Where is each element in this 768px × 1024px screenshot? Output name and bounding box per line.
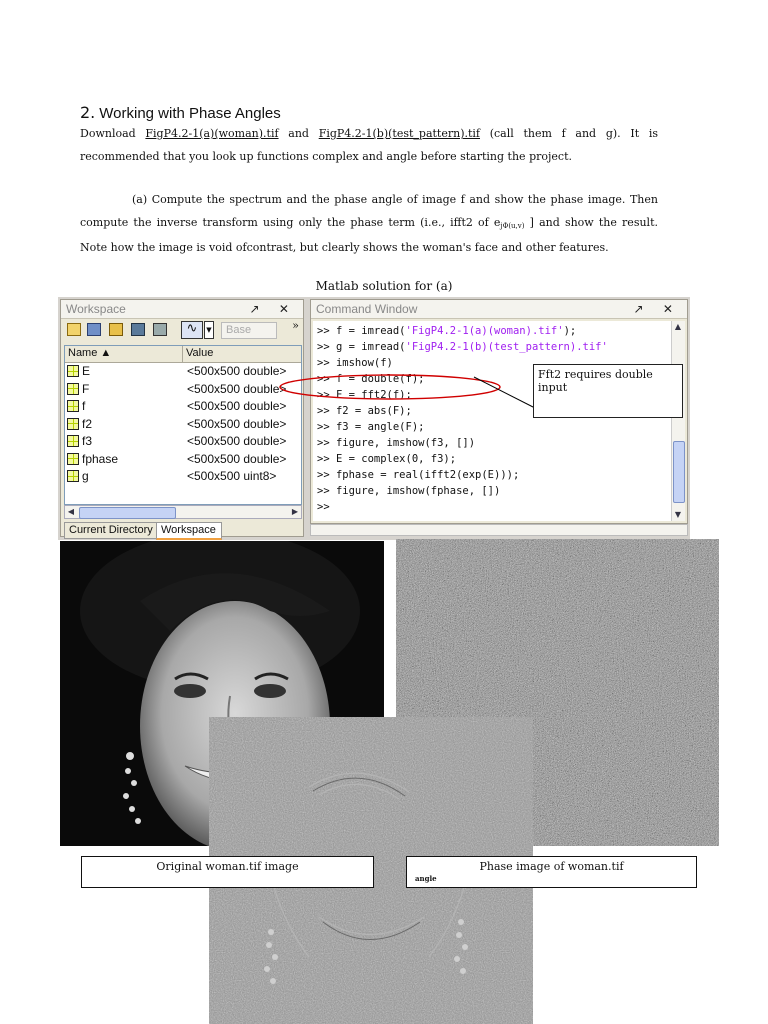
command-line: >> f = imread('FigP4.2-1(a)(woman).tif');	[317, 325, 577, 337]
caption-phase-small: angle	[415, 874, 437, 883]
column-value-header[interactable]: Value	[186, 347, 214, 359]
scroll-up-icon[interactable]: ▲	[674, 322, 682, 331]
table-row[interactable]: g <500x500 uint8>	[65, 468, 301, 486]
workspace-variable-table	[64, 345, 302, 505]
toolbar-more-button[interactable]: »	[292, 319, 299, 332]
print-icon[interactable]	[153, 323, 167, 336]
table-row[interactable]: E <500x500 double>	[65, 363, 301, 381]
scroll-down-icon[interactable]: ▼	[674, 510, 682, 519]
import-data-icon[interactable]	[109, 323, 123, 336]
command-horizontal-scrollbar[interactable]	[310, 524, 688, 536]
paragraph-download: Download FigP4.2-1(a)(woman).tif and FigP4.2-1(b)(test_pattern).tif (call them f and g). It is recommended that you look up functions complex and angle before starting the project.	[80, 127, 659, 163]
scrollbar-thumb[interactable]	[79, 507, 176, 519]
command-window-buttons[interactable]: ↗ ✕	[633, 302, 681, 316]
scroll-right-icon[interactable]: ▶	[291, 507, 299, 516]
heading-text: Working with Phase Angles	[99, 105, 281, 122]
workspace-title: Workspace	[66, 302, 126, 316]
workspace-title-bar	[61, 300, 303, 319]
command-line: >> E = complex(0, f3);	[317, 453, 457, 465]
command-line: >> imshow(f)	[317, 357, 393, 369]
plot-selection-icon[interactable]: ∿	[181, 321, 203, 339]
matrix-icon	[67, 435, 79, 447]
callout-note: Fft2 requires double input	[533, 364, 683, 418]
matrix-icon	[67, 365, 79, 377]
scroll-left-icon[interactable]: ◀	[67, 507, 75, 516]
command-line: >> g = imread('FigP4.2-1(b)(test_pattern).tif'	[317, 341, 608, 353]
command-line: >> F = fft2(f);	[317, 389, 412, 401]
workspace-toolbar	[61, 319, 303, 341]
paragraph-part-a: (a) Compute the spectrum and the phase angle of image f and show the phase image. Then compute the inverse transform using only the phase term (i.e., ifft2 of $e_{j\Phi(u,v)}$ ] and show the result. Note how the image is void ofcontrast, but clearly shows the woman's face and other features.	[80, 193, 658, 254]
command-window-title: Command Window	[316, 302, 418, 316]
matlab-screenshot	[58, 297, 690, 540]
solution-caption: Matlab solution for (a)	[315, 279, 453, 293]
caption-phase: Phase image of woman.tif angle	[406, 856, 697, 888]
matrix-icon	[67, 418, 79, 430]
command-line: >> figure, imshow(fphase, [])	[317, 485, 501, 497]
link-file-a[interactable]: FigP4.2-1(a)(woman).tif	[145, 127, 279, 140]
tab-current-directory[interactable]: Current Directory	[64, 522, 160, 539]
heading-number: 2.	[80, 103, 96, 122]
command-line: >> f3 = angle(F);	[317, 421, 425, 433]
command-line: >> f = double(f);	[317, 373, 425, 385]
part-a-label: (a)	[132, 193, 148, 206]
matrix-icon	[67, 453, 79, 465]
table-row[interactable]: F <500x500 double>	[65, 381, 301, 399]
matrix-icon	[67, 400, 79, 412]
table-row[interactable]: f <500x500 double>	[65, 398, 301, 416]
link-file-b[interactable]: FigP4.2-1(b)(test_pattern).tif	[318, 127, 480, 140]
stack-base-select[interactable]: Base	[221, 322, 277, 339]
table-row[interactable]: f3 <500x500 double>	[65, 433, 301, 451]
table-header	[65, 346, 301, 363]
command-line: >>	[317, 501, 330, 513]
workspace-horizontal-scrollbar[interactable]	[64, 505, 302, 519]
scrollbar-thumb[interactable]	[673, 441, 685, 503]
tab-workspace[interactable]: Workspace	[156, 522, 222, 540]
matrix-icon	[67, 470, 79, 482]
save-icon[interactable]	[131, 323, 145, 336]
command-line: >> fphase = real(ifft2(exp(E)));	[317, 469, 520, 481]
open-selection-icon[interactable]	[87, 323, 101, 336]
table-row[interactable]: fphase <500x500 double>	[65, 451, 301, 469]
caption-original: Original woman.tif image	[81, 856, 374, 888]
table-row[interactable]: f2 <500x500 double>	[65, 416, 301, 434]
command-output[interactable]	[313, 321, 673, 521]
new-variable-icon[interactable]	[67, 323, 81, 336]
command-vertical-scrollbar[interactable]	[671, 321, 685, 521]
workspace-window-buttons[interactable]: ↗ ✕	[249, 302, 297, 316]
matrix-icon	[67, 383, 79, 395]
command-line: >> figure, imshow(f3, [])	[317, 437, 476, 449]
workspace-panel	[60, 299, 304, 537]
section-heading	[80, 103, 281, 122]
command-window-title-bar	[311, 300, 687, 319]
chevron-down-icon[interactable]: ▼	[204, 321, 214, 339]
command-line: >> f2 = abs(F);	[317, 405, 412, 417]
column-name-header[interactable]: Name ▲	[68, 347, 112, 359]
